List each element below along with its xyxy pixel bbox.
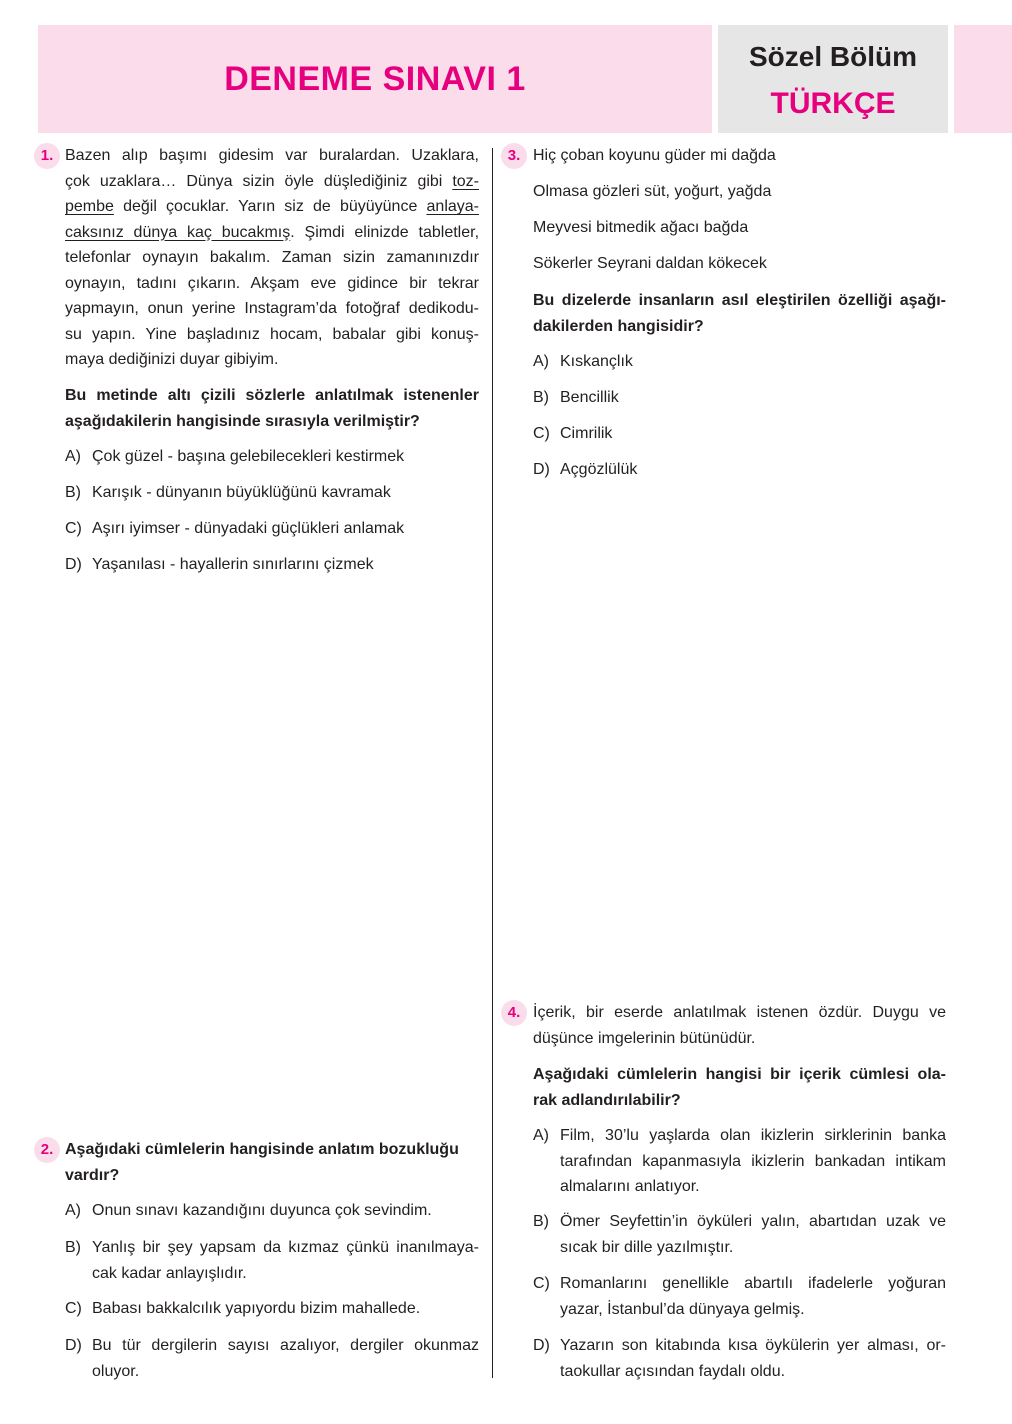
passage-line: çok uzaklara… Dünya sizin öyle düşlediğiniz gibi toz- <box>65 172 479 190</box>
stem-line: düşünce imgelerinin bütünüdür. <box>533 1029 756 1047</box>
option-d[interactable]: D) Yazarın son kitabında kısa öykülerin yer alması, or- taokullar açısından faydalı oldu. <box>533 1337 946 1380</box>
option-b[interactable]: B) Ömer Seyfettin’in öyküleri yalın, abartıdan uzak ve sıcak bir dille yazılmıştır. <box>533 1213 946 1256</box>
option-a[interactable]: A) Kıskançlık <box>533 353 633 370</box>
verse-line: Meyvesi bitmedik ağacı bağda <box>533 219 749 236</box>
header-tab <box>954 25 1012 133</box>
question-prompt: Aşağıdaki cümlelerin hangisinde anlatım bozukluğu <box>65 1141 459 1158</box>
exam-title: DENEME SINAVI 1 <box>224 60 526 98</box>
passage-line: oynayın, tadını çıkarın. Akşam eve gidince bir tekrar <box>65 274 479 292</box>
option-d[interactable]: D) Bu tür dergilerin sayısı azalıyor, dergiler okunmaz oluyor. <box>65 1337 479 1380</box>
option-b[interactable]: B) Yanlış bir şey yapsam da kızmaz çünkü inanılmaya- cak kadar anlayışlıdır. <box>65 1239 479 1282</box>
option-d[interactable]: D) Açgözlülük <box>533 461 638 478</box>
question-prompt: Bu dizelerde insanların asıl eleştirilen özelliği aşağı- <box>533 292 946 309</box>
underlined-phrase: toz- <box>452 172 479 190</box>
option-c[interactable]: C) Romanlarını genellikle abartılı ifadelerle yoğuran yazar, İstanbul’da dünyaya gelmiş. <box>533 1275 946 1318</box>
question-number: 2. <box>34 1137 60 1163</box>
header-banner <box>38 25 712 133</box>
question-prompt: Bu metinde altı çizili sözlerle anlatılmak istenenler <box>65 387 479 404</box>
passage-line: maya dediğinizi duyar gibiyim. <box>65 351 279 368</box>
passage-line: yapmayın, onun yerine Instagram’da fotoğraf dedikodu- <box>65 300 479 317</box>
column-divider <box>492 148 493 1378</box>
passage-line: telefonlar oynayın bakalım. Zaman sizin zamanınızdır <box>65 249 479 266</box>
option-d[interactable]: D) Yaşanılası - hayallerin sınırlarını çizmek <box>65 556 374 573</box>
question-number: 3. <box>501 143 527 169</box>
question-prompt: dakilerden hangisidir? <box>533 317 704 335</box>
option-a[interactable]: A) Onun sınavı kazandığını duyunca çok sevindim. <box>65 1202 432 1219</box>
question-prompt: aşağıdakilerin hangisinde sırasıyla verilmiştir? <box>65 412 420 430</box>
section-box <box>718 25 948 133</box>
option-c[interactable]: C) Cimrilik <box>533 425 613 442</box>
subject-label: TÜRKÇE <box>770 87 896 120</box>
verse-line: Hiç çoban koyunu güder mi dağda <box>533 147 776 164</box>
underlined-phrase: anlaya- <box>426 198 479 215</box>
question-number: 4. <box>501 1000 527 1026</box>
verse-line: Olmasa gözleri süt, yoğurt, yağda <box>533 183 772 200</box>
option-a[interactable]: A) Çok güzel - başına gelebilecekleri kestirmek <box>65 448 405 465</box>
question-number: 1. <box>34 143 60 169</box>
passage-line: pembe değil çocuklar. Yarın siz de büyüyünce anlaya- <box>65 198 479 215</box>
option-b[interactable]: B) Bencillik <box>533 389 619 406</box>
passage-line: caksınız dünya kaç bucakmış. Şimdi elinizde tabletler, <box>65 223 480 241</box>
option-c[interactable]: C) Babası bakkalcılık yapıyordu bizim mahallede. <box>65 1300 421 1317</box>
verse-line: Sökerler Seyrani daldan kökecek <box>533 255 767 272</box>
question-prompt: rak adlandırılabilir? <box>533 1091 681 1109</box>
question-prompt: vardır? <box>65 1166 120 1184</box>
stem-line: İçerik, bir eserde anlatılmak istenen özdür. Duygu ve <box>533 1004 946 1021</box>
section-label: Sözel Bölüm <box>748 41 917 72</box>
underlined-phrase: pembe <box>65 198 114 215</box>
question-prompt: Aşağıdaki cümlelerin hangisi bir içerik cümlesi ola- <box>533 1066 946 1083</box>
option-c[interactable]: C) Aşırı iyimser - dünyadaki güçlükleri anlamak <box>65 520 405 537</box>
underlined-phrase: caksınız dünya kaç bucakmış <box>65 223 291 241</box>
passage-line: Bazen alıp başımı gidesim var buralardan. Uzaklara, <box>65 147 479 164</box>
option-b[interactable]: B) Karışık - dünyanın büyüklüğünü kavramak <box>65 484 391 501</box>
option-a[interactable]: A) Film, 30’lu yaşlarda olan ikizlerin sirklerinin banka tarafından kapanmasıyla ikizlerin bankadan intikam almalarını anlatıyor. <box>533 1127 946 1195</box>
passage-line: su yapın. Yine başladınız hocam, babalar gibi konuş- <box>65 325 479 343</box>
